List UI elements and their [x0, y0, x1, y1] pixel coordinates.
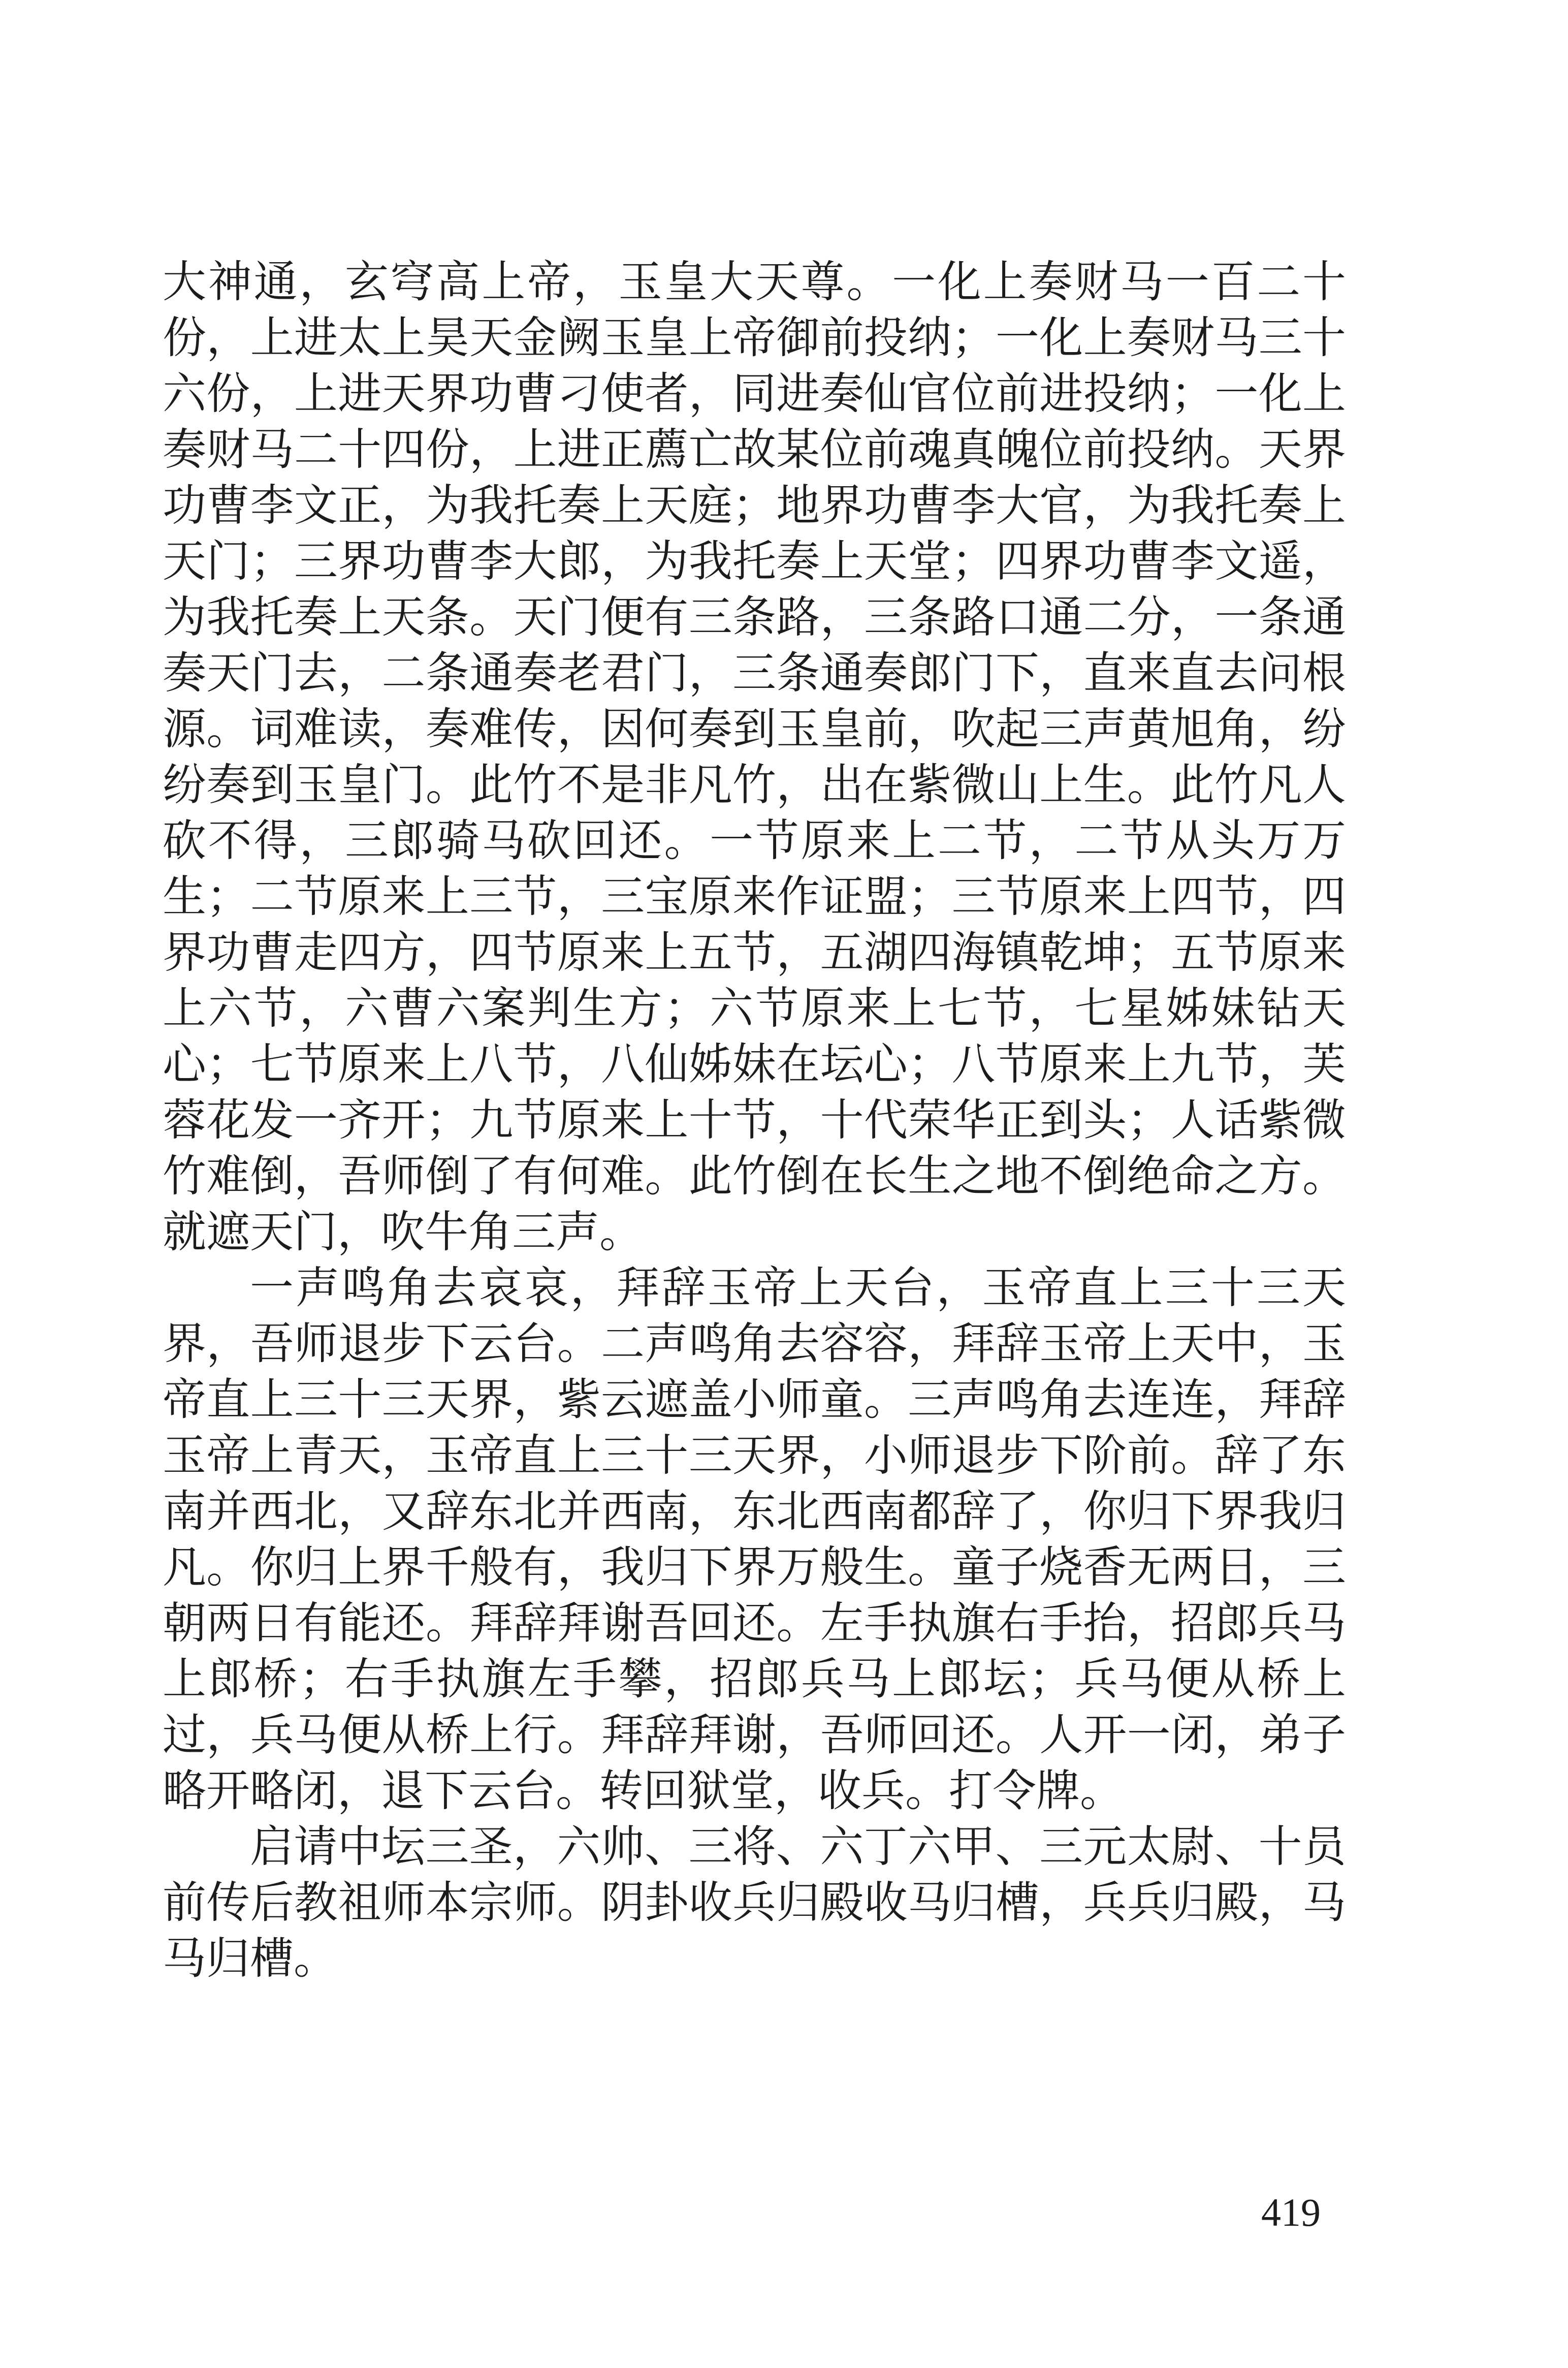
page-number: 419 [1261, 2190, 1321, 2234]
paragraph-3: 启请中坛三圣，六帅、三将、六丁六甲、三元太尉、十员前传后教祖师本宗师。阴卦收兵归殿收马归槽，兵兵归殿，马马归槽。 [163, 1821, 1346, 1984]
body-text [163, 254, 1346, 1986]
paragraph-1: 大神通，玄穹高上帝，玉皇大天尊。一化上奏财马一百二十份，上进太上昊天金阙玉皇上帝御前投纳；一化上奏财马三十六份，上进天界功曹刁使者，同进奏仙官位前进投纳；一化上奏财马二十四份，上进正薦亡故某位前魂真魄位前投纳。天界功曹李文正，为我托奏上天庭；地界功曹李大官，为我托奏上天门；三界功曹李大郎，为我托奏上天堂；四界功曹李文遥，为我托奏上天条。天门便有三条路，三条路口通二分，一条通奏天门去，二条通奏老君门，三条通奏郎门下，直来直去问根源。词难读，奏难传，因何奏到玉皇前，吹起三声黄旭角，纷纷奏到玉皇门。此竹不是非凡竹，出在紫微山上生。此竹凡人砍不得，三郎骑马砍回还。一节原来上二节，二节从头万万生；二节原来上三节，三宝原来作证盟；三节原来上四节，四界功曹走四方，四节原来上五节，五湖四海镇乾坤；五节原来上六节，六曹六案判生方；六节原来上七节，七星姊妹钻天心；七节原来上八节，八仙姊妹在坛心；八节原来上九节，芙蓉花发一齐开；九节原来上十节，十代荣华正到头；人话紫微竹难倒，吾师倒了有何难。此竹倒在长生之地不倒绝命之方。就遮天门，吹牛角三声。 [163, 257, 1346, 1257]
paragraph-2: 一声鸣角去哀哀，拜辞玉帝上天台，玉帝直上三十三天界，吾师退步下云台。二声鸣角去容容，拜辞玉帝上天中，玉帝直上三十三天界，紫云遮盖小师童。三声鸣角去连连，拜辞玉帝上青天，玉帝直上三十三天界，小师退步下阶前。辞了东南并西北，又辞东北并西南，东北西南都辞了，你归下界我归凡。你归上界千般有，我归下界万般生。童子烧香无两日，三朝两日有能还。拜辞拜谢吾回还。左手执旗右手抬，招郎兵马上郎桥；右手执旗左手攀，招郎兵马上郎坛；兵马便从桥上过，兵马便从桥上行。拜辞拜谢，吾师回还。人开一闭，弟子略开略闭，退下云台。转回狱堂，收兵。打令牌。 [163, 1262, 1346, 1816]
